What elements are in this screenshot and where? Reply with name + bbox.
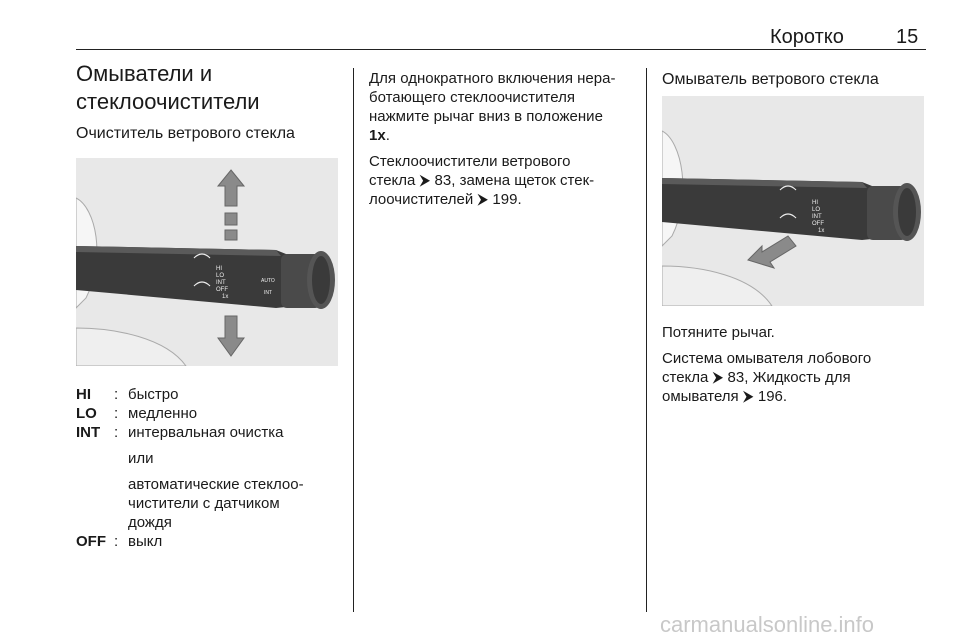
definition-or: или: [128, 450, 154, 467]
paragraph-references: Стеклоочистители ветрового стекла ⮞ 83, замена щеток стек- лоочистителей ⮞ 199.: [369, 153, 595, 208]
header-rule: [76, 49, 926, 50]
definition-row: LO : медленно: [76, 405, 198, 422]
paragraph-washer-references: Система омывателя лобового стекла ⮞ 83, Жидкость для омывателя ⮞ 196.: [662, 350, 872, 405]
svg-text:1x: 1x: [222, 294, 229, 300]
middle-text: [369, 69, 639, 209]
subsection-heading: Очиститель ветрового стекла: [76, 125, 295, 142]
svg-text:INT: INT: [264, 290, 273, 296]
page-number: 15: [896, 26, 919, 48]
paragraph-single-wipe: Для однократного включения нера- ботающего стеклоочистителя нажмите рычаг вниз в положение 1x.: [369, 70, 616, 144]
watermark: carmanualsonline.info: [660, 612, 875, 637]
definition-row: HI : быстро: [76, 386, 179, 403]
svg-text:INT: INT: [812, 214, 822, 220]
svg-text:INT: INT: [216, 280, 226, 286]
header-title: Коротко: [770, 26, 844, 48]
paragraph-pull-lever: Потяните рычаг.: [662, 324, 775, 341]
svg-text:HI: HI: [812, 200, 818, 206]
svg-text:1x: 1x: [818, 228, 825, 234]
position-definitions: [76, 385, 338, 551]
washer-lever-svg: [662, 96, 924, 306]
column-divider-left: [353, 68, 354, 612]
washer-heading: Омыватель ветрового стекла: [662, 71, 879, 88]
svg-text:LO: LO: [216, 273, 225, 279]
svg-text:HI: HI: [216, 266, 222, 272]
section-heading: Омыватели и стеклоочистители: [76, 61, 260, 114]
definition-row: OFF : выкл: [76, 533, 163, 550]
wiper-lever-illustration: [76, 158, 338, 366]
column-divider-right: [646, 68, 647, 612]
svg-text:OFF: OFF: [812, 221, 824, 227]
washer-lever-illustration: [662, 96, 924, 306]
svg-text:OFF: OFF: [216, 287, 228, 293]
svg-text:AUTO: AUTO: [261, 278, 275, 284]
wiper-lever-svg: [76, 158, 338, 366]
definition-row: INT : интервальная очистка или автоматические стеклоо- чистители с датчиком дождя: [76, 423, 338, 532]
right-text: [662, 323, 932, 406]
svg-text:LO: LO: [812, 207, 821, 213]
